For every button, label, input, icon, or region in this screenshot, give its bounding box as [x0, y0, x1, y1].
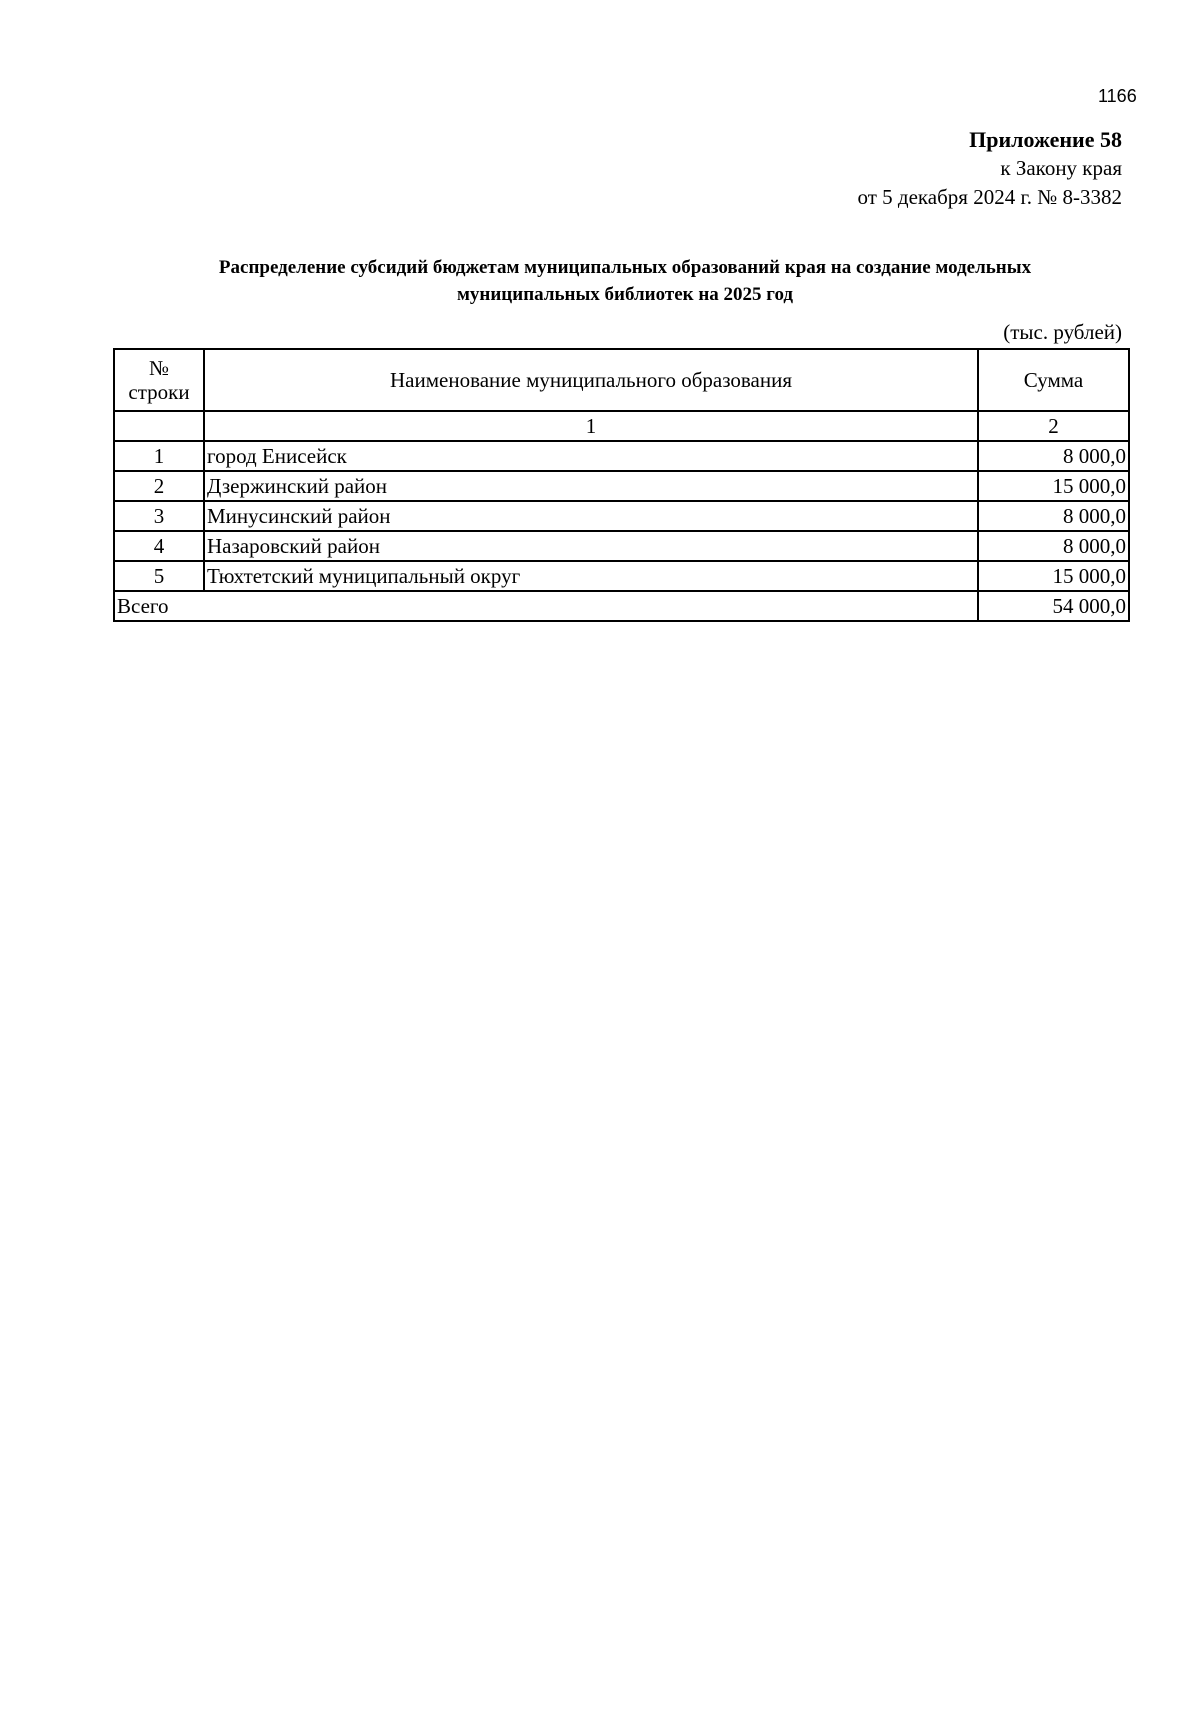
row-name: Назаровский район	[204, 531, 978, 561]
table-row	[114, 501, 1129, 531]
page-number: 1166	[1098, 86, 1137, 106]
row-number: 3	[114, 501, 204, 531]
column-numbers-row	[114, 411, 1129, 441]
document-title-line-1: Распределение субсидий бюджетам муниципальных образований края на создание модельных	[218, 257, 1032, 278]
appendix-block	[858, 125, 1122, 212]
row-sum: 8 000,0	[978, 501, 1129, 531]
row-number: 2	[114, 471, 204, 501]
document-title	[115, 254, 1135, 308]
table-header-row	[114, 349, 1129, 411]
header-sum: Сумма	[978, 349, 1129, 411]
row-number: 4	[114, 531, 204, 561]
column-number-name: 1	[204, 411, 978, 441]
row-sum: 15 000,0	[978, 471, 1129, 501]
row-name: Тюхтетский муниципальный округ	[204, 561, 978, 591]
header-name: Наименование муниципального образования	[204, 349, 978, 411]
row-name: Дзержинский район	[204, 471, 978, 501]
header-number-sign: №	[148, 356, 170, 380]
table-row	[114, 531, 1129, 561]
appendix-law-ref: к Закону края	[1000, 156, 1122, 180]
table-row	[114, 561, 1129, 591]
row-name: город Енисейск	[204, 441, 978, 471]
document-title-line-2: муниципальных библиотек на 2025 год	[456, 284, 794, 305]
subsidy-table	[113, 348, 1130, 622]
row-sum: 15 000,0	[978, 561, 1129, 591]
column-number-sum: 2	[978, 411, 1129, 441]
appendix-date: от 5 декабря 2024 г. № 8-3382	[857, 185, 1122, 209]
total-label: Всего	[114, 591, 978, 621]
appendix-title: Приложение 58	[969, 127, 1122, 152]
total-sum: 54 000,0	[978, 591, 1129, 621]
row-sum: 8 000,0	[978, 531, 1129, 561]
table-row	[114, 471, 1129, 501]
table-row	[114, 441, 1129, 471]
row-name: Минусинский район	[204, 501, 978, 531]
row-number: 5	[114, 561, 204, 591]
header-row-number	[114, 349, 204, 411]
total-row	[114, 591, 1129, 621]
row-number: 1	[114, 441, 204, 471]
header-row-word: строки	[128, 380, 190, 404]
row-sum: 8 000,0	[978, 441, 1129, 471]
units-label: (тыс. рублей)	[1003, 320, 1122, 344]
column-number-empty	[114, 411, 204, 441]
